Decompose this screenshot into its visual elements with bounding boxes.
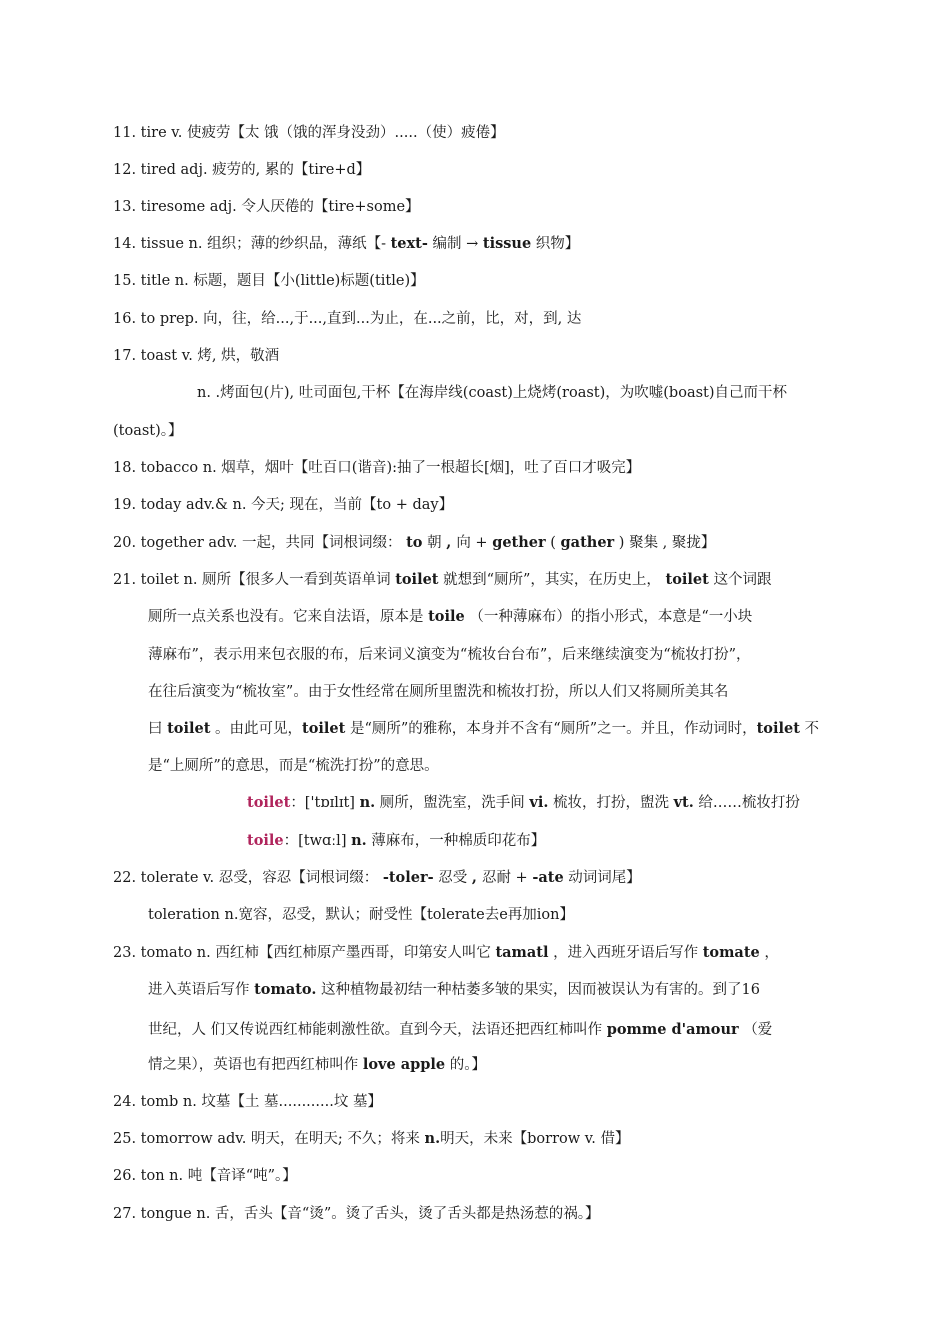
pos-noun: n. bbox=[424, 1130, 441, 1147]
entry-23-text: 进入英语后写作 bbox=[148, 982, 255, 998]
word-love-apple: love apple bbox=[362, 1056, 446, 1073]
entry-21-line-6: 是“上厕所”的意思，而是“梳洗打扮”的意思。 bbox=[148, 758, 439, 774]
entry-22-text: 忍受 bbox=[433, 870, 472, 886]
word-pomme-damour: pomme d'amour bbox=[606, 1021, 739, 1038]
entry-21-text: 就想到“厕所”，其实，在历史上， bbox=[438, 572, 666, 588]
pos-vt: vt. bbox=[673, 794, 694, 811]
entry-20-text: ( bbox=[545, 535, 561, 551]
entry-21-text: 21. toilet n. 厕所【很多人一看到英语单词 bbox=[113, 572, 396, 588]
entry-19: 19. today adv.& n. 今天; 现在，当前【to + day】 bbox=[113, 497, 454, 513]
pos-noun: n. bbox=[351, 832, 367, 849]
entry-21 bbox=[113, 570, 840, 590]
entry-17: 17. toast v. 烤, 烘，敬酒 bbox=[113, 348, 280, 364]
entry-21-text: 厕所一点关系也没有。它来自法语，原本是 bbox=[148, 609, 429, 625]
entry-22 bbox=[113, 868, 840, 888]
entry-21-line-2 bbox=[148, 607, 840, 627]
entry-15: 15. title n. 标题，题目【小(little)标题(title)】 bbox=[113, 273, 425, 289]
entry-23-text: 23. tomato n. 西红柿【西红柿原产墨西哥，印第安人叫它 bbox=[113, 945, 496, 961]
entry-22-toleration: toleration n.宽容，忍受，默认；耐受性【tolerate去e再加ion】 bbox=[148, 907, 574, 923]
entry-22-text: 动词词尾】 bbox=[563, 870, 641, 886]
word-tamatl: tamatl bbox=[495, 944, 549, 961]
entry-25-text: 25. tomorrow adv. 明天，在明天; 不久；将来 bbox=[113, 1131, 425, 1147]
entry-23-text: 这种植物最初结一种枯萎多皱的果实，因而被误认为有害的。到了16 bbox=[316, 982, 760, 998]
entry-23-line-3 bbox=[148, 1020, 840, 1040]
word-tissue: tissue bbox=[482, 235, 532, 252]
word-toilet: toilet bbox=[395, 571, 439, 588]
entry-27: 27. tongue n. 舌，舌头【音“烫”。烫了舌头，烫了舌头都是热汤惹的祸。】 bbox=[113, 1206, 600, 1222]
root-text: text- bbox=[390, 235, 428, 252]
root-to: to bbox=[406, 534, 423, 551]
entry-17-cont: (toast)。】 bbox=[113, 423, 183, 439]
entry-21-text: 这个词跟 bbox=[708, 572, 772, 588]
word-tomato: tomato. bbox=[254, 981, 317, 998]
keyword-toilet: toilet bbox=[247, 794, 291, 811]
entry-24: 24. tomb n. 坟墓【土 墓............坟 墓】 bbox=[113, 1094, 382, 1110]
entry-25 bbox=[113, 1129, 840, 1149]
entry-17-noun: n. .烤面包(片), 吐司面包,干杯【在海岸线(coast)上烧烤(roast)，为吹嘘(boast)自己而干杯 bbox=[197, 385, 788, 401]
root-gether: gether bbox=[492, 534, 546, 551]
entry-21-text: 是“厕所”的雅称，本身并不含有“厕所”之一。并且，作动词时， bbox=[345, 721, 757, 737]
entry-23-text: 的。】 bbox=[445, 1057, 487, 1073]
entry-23 bbox=[113, 943, 840, 963]
entry-23-text: （爱 bbox=[738, 1022, 773, 1038]
entry-20-text: 20. together adv. 一起，共同【词根词缀： bbox=[113, 535, 407, 551]
entry-23-text: 情之果），英语也有把西红柿叫作 bbox=[148, 1057, 363, 1073]
entry-20-text: 向 + bbox=[456, 535, 493, 551]
toile-definition bbox=[247, 831, 840, 851]
entry-22-text: 忍耐 + bbox=[481, 870, 533, 886]
entry-23-line-2 bbox=[148, 980, 840, 1000]
entry-21-line-3: 薄麻布”，表示用来包衣服的布，后来词义演变为“梳妆台台布”，后来继续演变为“梳妆打扮”， bbox=[148, 647, 751, 663]
entry-21-text: 不 bbox=[799, 721, 820, 737]
word-toilet: toilet bbox=[167, 720, 211, 737]
word-toile: toile bbox=[428, 608, 465, 625]
word-tomate: tomate bbox=[702, 944, 760, 961]
pos-vi: vi. bbox=[529, 794, 549, 811]
entry-20-text: 朝 bbox=[422, 535, 447, 551]
word-toilet: toilet bbox=[665, 571, 709, 588]
entry-12: 12. tired adj. 疲劳的, 累的【tire+d】 bbox=[113, 162, 371, 178]
keyword-toile: toile bbox=[247, 832, 284, 849]
entry-25-text: 明天，未来【borrow v. 借】 bbox=[440, 1131, 630, 1147]
definition-text: 给……梳妆打扮 bbox=[693, 795, 800, 811]
word-toilet: toilet bbox=[756, 720, 800, 737]
entry-23-text: ， bbox=[759, 945, 779, 961]
entry-23-text: ，进入西班牙语后写作 bbox=[548, 945, 703, 961]
definition-text: 薄麻布，一种棉质印花布】 bbox=[366, 833, 546, 849]
entry-14-text: 织物】 bbox=[531, 236, 580, 252]
entry-16: 16. to prep. 向，往，给...,于...,直到...为止，在...之前，比，对，到, 达 bbox=[113, 311, 582, 327]
entry-20-text: ) 聚集 , 聚拢】 bbox=[614, 535, 716, 551]
entry-11: 11. tire v. 使疲劳【太 饿（饿的浑身没劲）.....（使）疲倦】 bbox=[113, 125, 505, 141]
entry-13: 13. tiresome adj. 令人厌倦的【tire+some】 bbox=[113, 199, 420, 215]
entry-21-line-4: 在往后演变为“梳妆室”。由于女性经常在厕所里盥洗和梳妆打扮，所以人们又将厕所美其名 bbox=[148, 684, 729, 700]
pronunciation: ：['tɒɪlɪt] bbox=[290, 795, 360, 811]
entry-14-text: 编制 → bbox=[427, 236, 483, 252]
definition-text: 厕所，盥洗室，洗手间 bbox=[375, 795, 530, 811]
entry-21-text: 曰 bbox=[148, 721, 168, 737]
entry-14-text: 14. tissue n. 组织；薄的纱织品，薄纸【- bbox=[113, 236, 391, 252]
root-toler: -toler- bbox=[382, 869, 434, 886]
entry-21-line-5 bbox=[148, 719, 840, 739]
entry-23-line-4 bbox=[148, 1055, 840, 1075]
entry-18: 18. tobacco n. 烟草，烟叶【吐百口(谐音):抽了一根超长[烟]，吐了百口才吸完】 bbox=[113, 460, 641, 476]
pos-noun: n. bbox=[359, 794, 376, 811]
entry-26: 26. ton n. 吨【音译“吨”。】 bbox=[113, 1168, 297, 1184]
pronunciation: ：[twɑːl] bbox=[283, 833, 352, 849]
entry-23-text: 世纪，人 们又传说西红柿能刺激性欲。直到今天，法语还把西红柿叫作 bbox=[148, 1022, 607, 1038]
entry-14 bbox=[113, 234, 840, 254]
word-toilet: toilet bbox=[302, 720, 346, 737]
entry-21-text: （一种薄麻布）的指小形式，本意是“一小块 bbox=[464, 609, 753, 625]
entry-20 bbox=[113, 533, 840, 553]
entry-21-text: 。由此可见， bbox=[210, 721, 303, 737]
toilet-definition bbox=[247, 793, 840, 813]
entry-20-comma: , bbox=[446, 534, 457, 551]
word-gather: gather bbox=[560, 534, 615, 551]
suffix-ate: -ate bbox=[532, 869, 564, 886]
entry-22-text: 22. tolerate v. 忍受，容忍【词根词缀： bbox=[113, 870, 383, 886]
entry-22-comma: , bbox=[471, 869, 482, 886]
definition-text: 梳妆，打扮，盥洗 bbox=[548, 795, 674, 811]
